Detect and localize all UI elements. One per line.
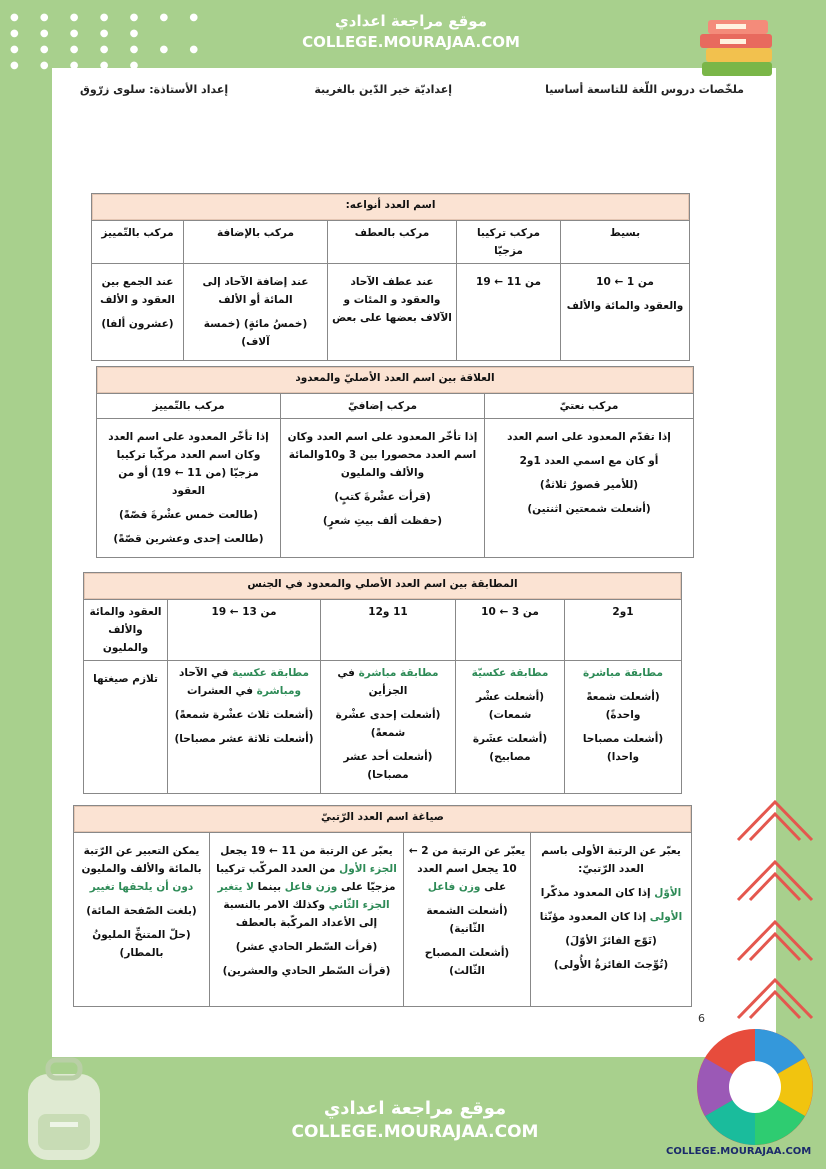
- ordinal-number-table: [73, 805, 692, 1007]
- column-header: من 3 ← 10: [456, 600, 565, 661]
- column-header: بسيط: [561, 221, 690, 264]
- site-banner-top[interactable]: [266, 4, 556, 58]
- school-wheel-icon: [694, 1026, 816, 1148]
- table-cell: إذا تقدّم المعدود على اسم العدد أو كان مع اسمي العدد 1و2 (للأمير قصورٌ ثلاثةٌ) (أشعلت شمعتين اثنتين): [485, 419, 694, 558]
- site-name: موقع مراجعة اعدادي: [335, 12, 487, 30]
- page-frame-left: [0, 0, 52, 1169]
- site-name: موقع مراجعة اعدادي: [323, 1098, 507, 1119]
- column-header: العقود والمائة والألف والمليون: [84, 600, 168, 661]
- backpack-icon: [14, 1056, 114, 1166]
- column-header: مركب نعتيّ: [485, 394, 694, 419]
- table-cell: عند إضافة الآحاد إلى المائة أو الألف (خمسُ مائةٍ) (خمسة آلاف): [184, 264, 328, 361]
- table-title: اسم العدد أنواعه:: [92, 194, 690, 221]
- document-header: [80, 80, 744, 102]
- table-cell: من 1 ← 10 والعقود والمائة والألف: [561, 264, 690, 361]
- column-header: مركب بالإضافة: [184, 221, 328, 264]
- header-subject: ملخّصات دروس اللّغة للتاسعة أساسيا: [545, 83, 744, 96]
- site-url: COLLEGE.MOURAJAA.COM: [302, 33, 520, 51]
- table-cell: إذا تأخّر المعدود على اسم العدد وكان اسم العدد محصورا بين 3 و10والمائة والألف والمليون (قرأت عشْرةَ كتبٍ) (حفظت ألف بيتِ شعرٍ): [281, 419, 485, 558]
- column-header: 1و2: [565, 600, 682, 661]
- column-header: مركب بالتّمييز: [97, 394, 281, 419]
- column-header: 11 و12: [321, 600, 456, 661]
- books-icon: [698, 10, 778, 90]
- column-header: مركب إضافيّ: [281, 394, 485, 419]
- table-cell: مطابقة عكسية في الآحاد ومباشرة في العشرات (أشعلت ثلاث عشْرة شمعةً) (أشعلت ثلاثة عشر مصباحا): [168, 661, 321, 794]
- header-school: إعداديّة خير الدّين بالغريبة: [314, 83, 452, 96]
- column-header: مركب بالتّمييز: [92, 221, 184, 264]
- table-cell: مطابقة مباشرة في الجزأين (أشعلت إحدى عشْرة شمعةً) (أشعلت أحد عشر مصباحا): [321, 661, 456, 794]
- table-cell: مطابقة عكسيّة (أشعلت عشْر شمعات) (أشعلت عشَرة مصابيح): [456, 661, 565, 794]
- chevron-up-icon: [730, 790, 820, 1020]
- table-title: صياغة اسم العدد الرّتبيّ: [74, 806, 692, 833]
- table-title: العلاقة بين اسم العدد الأصليّ والمعدود: [97, 367, 694, 394]
- table-cell: عند الجمع بين العقود و الألف (عشرون ألفا): [92, 264, 184, 361]
- site-url: COLLEGE.MOURAJAA.COM: [291, 1122, 539, 1142]
- column-header: من 13 ← 19: [168, 600, 321, 661]
- decorative-dots-top-left: ● ● ● ● ● ● ● ● ● ● ● ● ● ● ● ● ● ● ● ● ● ● ● ●: [10, 12, 208, 71]
- number-types-table: [91, 193, 690, 361]
- brand-url: COLLEGE.MOURAJAA.COM: [666, 1146, 812, 1157]
- table-cell: مطابقة مباشرة (أشعلت شمعةً واحدةً) (أشعلت مصباحا واحدا): [565, 661, 682, 794]
- table-cell: يعبّر عن الرتبة من 11 ← 19 يجعل الجزء الأول من العدد المركّب تركيبا مزجيّا على وزن فاعل بينما لا يتغير الجزء الثّاني وكذلك الامر بالنسبة إلى الأعداد المركّبة بالعطف (قرأت السّطر الحادي عشر) (قرأت السّطر الحادي والعشرين): [210, 833, 404, 1007]
- column-header: مركب تركيبا مزجيّا: [457, 221, 561, 264]
- table-cell: يعبّر عن الرتبة الأولى باسم العدد الرّتبيّ: الأوّل إذا كان المعدود مذكّرا الأولى إذا كان المعدود مؤنّثا (تَوّج الفائزَ الأوّلَ) (تُوِّجتَ الفائزةُ الأُولى): [531, 833, 692, 1007]
- table-title: المطابقة بين اسم العدد الأصلي والمعدود في الجنس: [84, 573, 682, 600]
- number-counted-relation-table: [96, 366, 694, 558]
- table-cell: يمكن التعبير عن الرّتبة بالمائة والألف والمليون دون أن يلحقها تغيير (بلغت الصّفحة المائة) (حلّ المتنخِّ المليونُ بالمطار): [74, 833, 210, 1007]
- table-cell: إذا تأخّر المعدود على اسم العدد وكان اسم العدد مركّبا تركيبا مزجيّا (من 11 ← 19) أو من العقود (طالعت خمس عشْرةَ قصّةً) (طالعت إحدى وعشرين قصّةً): [97, 419, 281, 558]
- header-teacher: إعداد الأستاذة: سلوى زرّوق: [80, 83, 229, 96]
- table-cell: يعبّر عن الرتبة من 2 ← 10 يجعل اسم العدد على وزن فاعل (أشعلت الشمعة الثّانية) (أشعلت المصباح الثّالث): [404, 833, 531, 1007]
- gender-agreement-table: [83, 572, 682, 794]
- table-cell: عند عطف الآحاد والعقود و المئات و الآلاف بعضها على بعض: [328, 264, 457, 361]
- table-cell: تلازم صيغتها: [84, 661, 168, 794]
- table-cell: من 11 ← 19: [457, 264, 561, 361]
- site-banner-bottom[interactable]: [270, 1088, 560, 1154]
- column-header: مركب بالعطف: [328, 221, 457, 264]
- page-number: 6: [698, 1012, 705, 1025]
